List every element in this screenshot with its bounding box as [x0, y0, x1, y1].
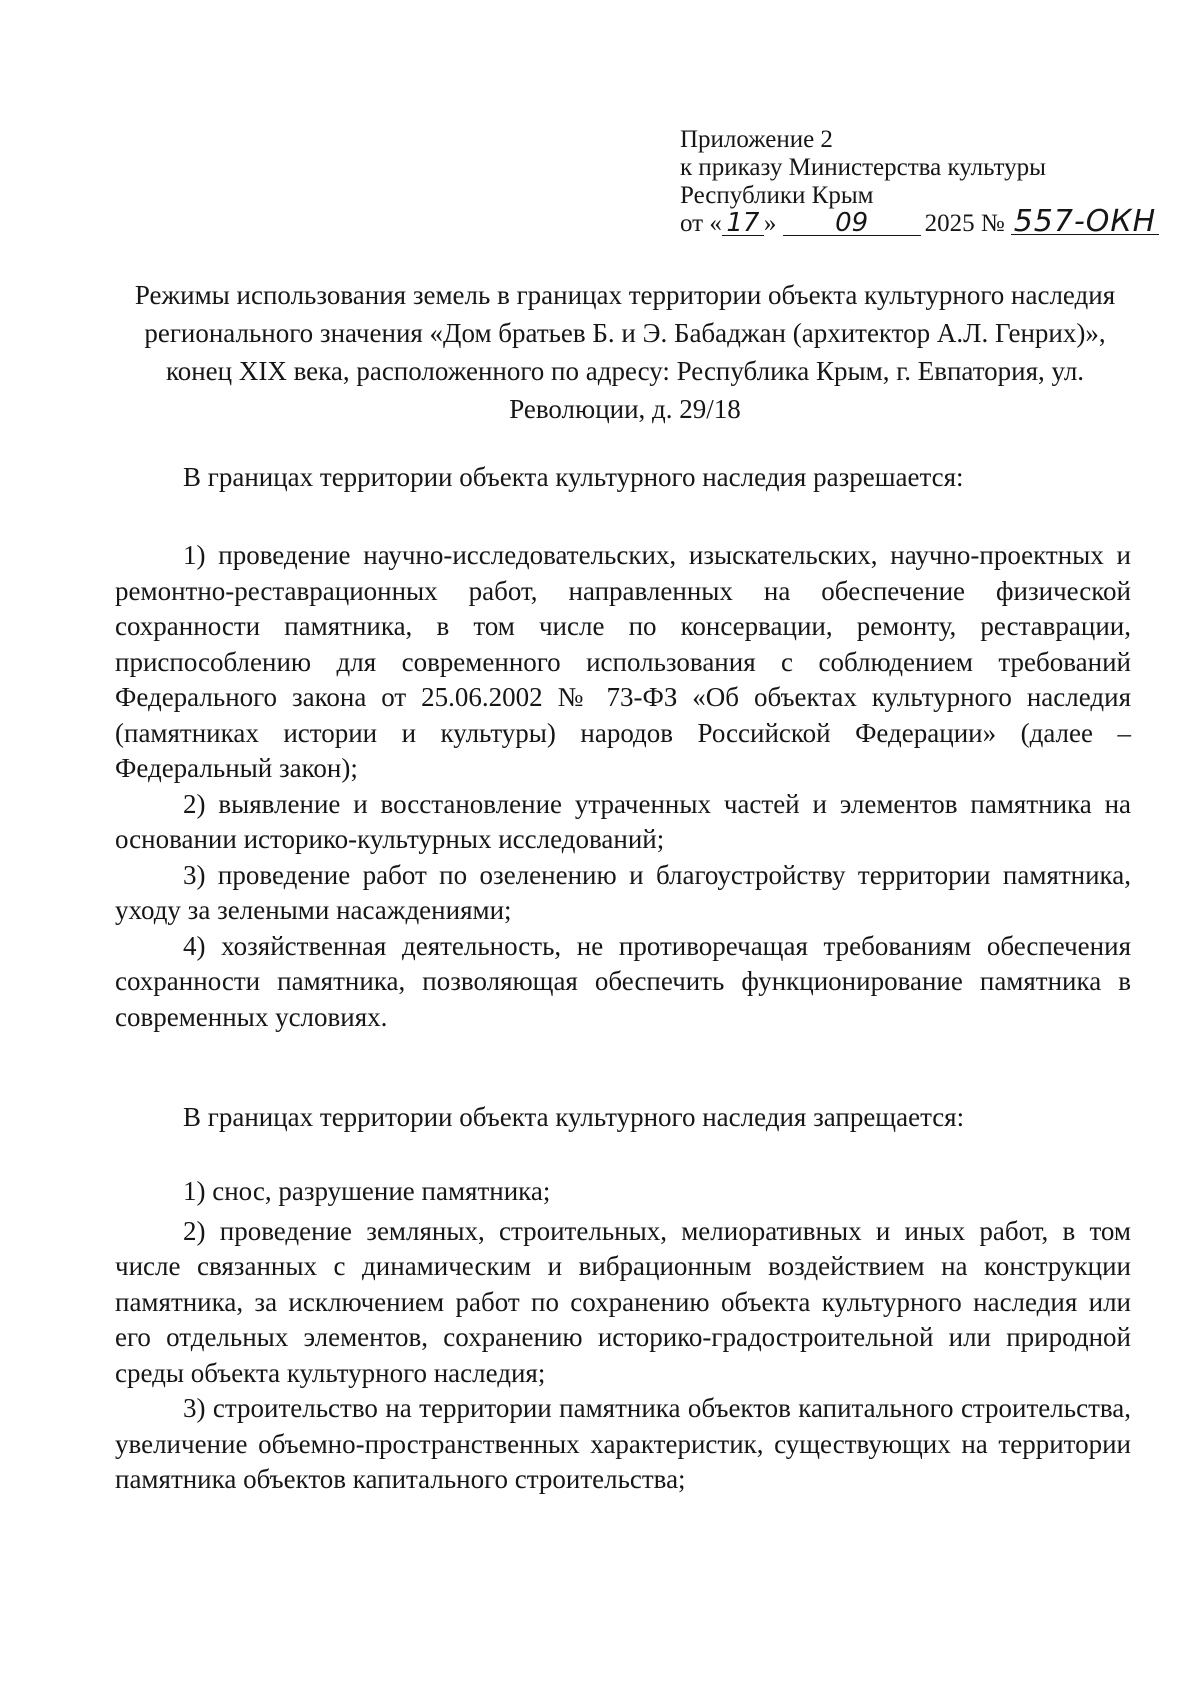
prohibited-item: 1) снос, разрушение памятника;: [183, 1176, 551, 1206]
permitted-item: 2) выявление и восстановление утраченных частей и элементов памятника на основании историко-культурных исследований;: [115, 788, 1131, 854]
prohibited-list: [115, 1174, 1131, 1498]
permitted-item: 4) хозяйственная деятельность, не противоречащая требованиям обеспечения сохранности памятника, позволяющая обеспечить функционирование памятника в современных условиях.: [115, 930, 1131, 1032]
year-number-label: 2025 №: [924, 210, 1005, 237]
prohibited-item: 3) строительство на территории памятника объектов капитального строительства, увеличение объемно-пространственных характеристик, существующих на территории памятника объектов капитального строительства;: [115, 1393, 1131, 1494]
handwritten-month: 09: [783, 211, 921, 236]
permitted-item: 1) проведение научно-исследовательских, изыскательских, научно-проектных и ремонтно-реставрационных работ, направленных на обеспечение физической сохранности памятника, в том числе по консервации, ремонту, реставрации, приспособлению для современного использования с соблюдением требований Федерального закона от 25.06.2002 № 73-ФЗ «Об объектах культурного наследия (памятниках истории и культуры) народов Российской Федерации» (далее – Федеральный закон);: [115, 540, 1131, 783]
handwritten-day: 17: [722, 211, 764, 236]
attachment-line-3: Республики Крым: [680, 182, 874, 209]
attachment-line-1: Приложение 2: [680, 126, 833, 153]
date-prefix: от «: [680, 210, 722, 237]
permitted-section: [115, 460, 1131, 496]
prohibited-heading: В границах территории объекта культурного наследия запрещается:: [183, 1102, 965, 1132]
document-title: Режимы использования земель в границах территории объекта культурного наследия регионального значения «Дом братьев Б. и Э. Бабаджан (архитектор А.Л. Генрих)», конец XIX века, расположенного по адресу: Республика Крым, г. Евпатория, ул. Революции, д. 29/18: [134, 280, 1116, 424]
attachment-block: [680, 126, 1159, 238]
attachment-date-line: [680, 204, 1159, 239]
permitted-heading: В границах территории объекта культурного наследия разрешается:: [183, 462, 964, 492]
prohibited-item: 2) проведение земляных, строительных, мелиоративных и иных работ, в том числе связанных с динамическим и вибрационным воздействием на конструкции памятника, за исключением работ по сохранению объекта культурного наследия или его отдельных элементов, сохранению историко-градостроительной или природной среды объекта культурного наследия;: [115, 1215, 1131, 1388]
attachment-line-2: к приказу Министерства культуры: [680, 154, 1046, 181]
permitted-item: 3) проведение работ по озеленению и благоустройству территории памятника, уходу за зелеными насаждениями;: [115, 859, 1131, 925]
permitted-list: [115, 538, 1131, 1035]
date-close: »: [763, 210, 777, 237]
handwritten-order-number: 557-ОКН: [1011, 210, 1159, 235]
prohibited-section: [115, 1100, 1131, 1136]
